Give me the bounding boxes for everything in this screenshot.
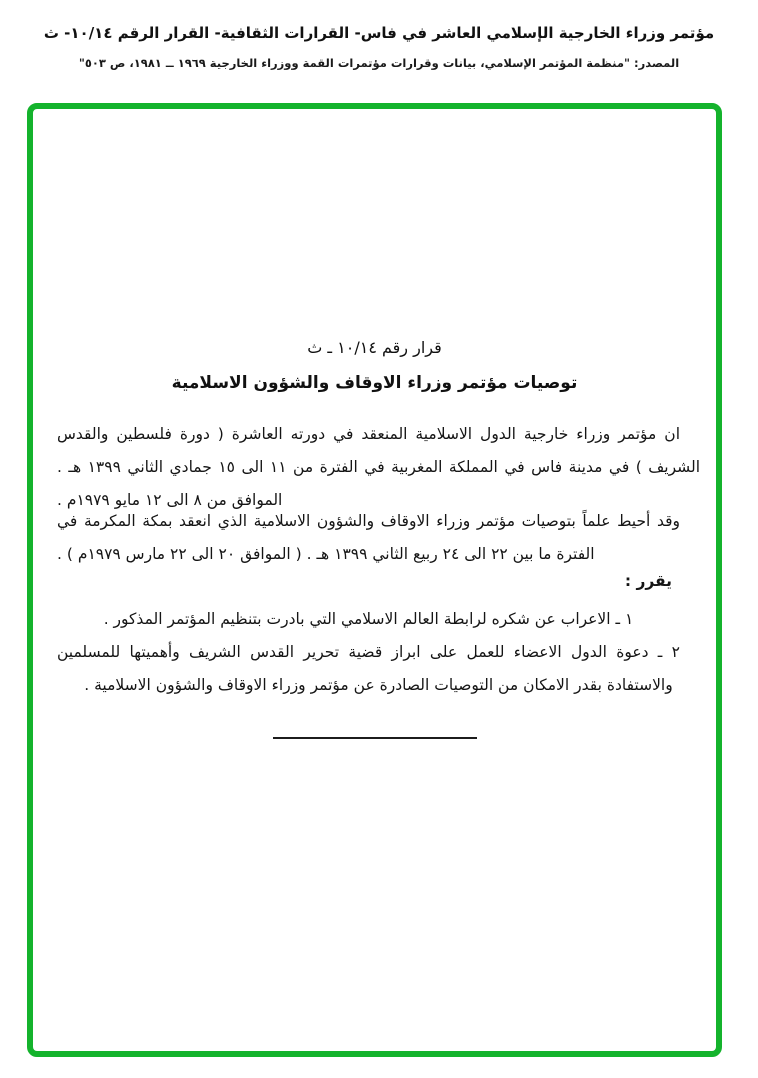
resolution-item-1: ١ ـ الاعراب عن شكره لرابطة العالم الاسلامي التي بادرت بتنظيم المؤتمر المذكور . [103, 610, 634, 628]
paragraph-intro: ان مؤتمر وزراء خارجية الدول الاسلامية المنعقد في دورته العاشرة ( دورة فلسطين والقدس الشريف ) في مدينة فاس في المملكة المغربية في الفترة من ١١ الى ١٥ جمادي الثاني ١٣٩٩ هـ . الموافق من ٨ الى ١٢ مايو ١٩٧٩م . [57, 425, 700, 509]
resolution-number-title: قرار رقم ١٠/١٤ ـ ث [307, 338, 442, 357]
footer-rule [273, 737, 477, 739]
paragraph-acknowledgement: وقد أحيط علماً بتوصيات مؤتمر وزراء الاوقاف والشؤون الاسلامية الذي انعقد بمكة المكرمة في الفترة ما بين ٢٢ الى ٢٤ ربيع الثاني ١٣٩٩ هـ . ( الموافق ٢٠ الى ٢٢ مارس ١٩٧٩م ) . [57, 512, 680, 563]
header-citation-line: مؤتمر وزراء الخارجية الإسلامي العاشر في فاس- القرارات الثقافية- القرار الرقم ١٠/١٤- ث [43, 24, 715, 42]
resolution-main-title: توصيات مؤتمر وزراء الاوقاف والشؤون الاسلامية [171, 373, 578, 393]
resolution-item-2: ٢ ـ دعوة الدول الاعضاء للعمل على ابراز قضية تحرير القدس الشريف وأهميتها للمسلمين والاستفادة بقدر الامكان من التوصيات الصادرة عن مؤتمر وزراء الاوقاف والشؤون الاسلامية . [57, 643, 680, 694]
green-border-frame [27, 103, 722, 1057]
header-source-line: المصدر: "منظمة المؤتمر الإسلامي، بيانات وقرارات مؤتمرات القمة ووزراء الخارجية ١٩٦٩ ــ ١٩٨١، ص ٥٠٣" [78, 56, 680, 70]
decides-label: يقرر : [624, 572, 672, 590]
